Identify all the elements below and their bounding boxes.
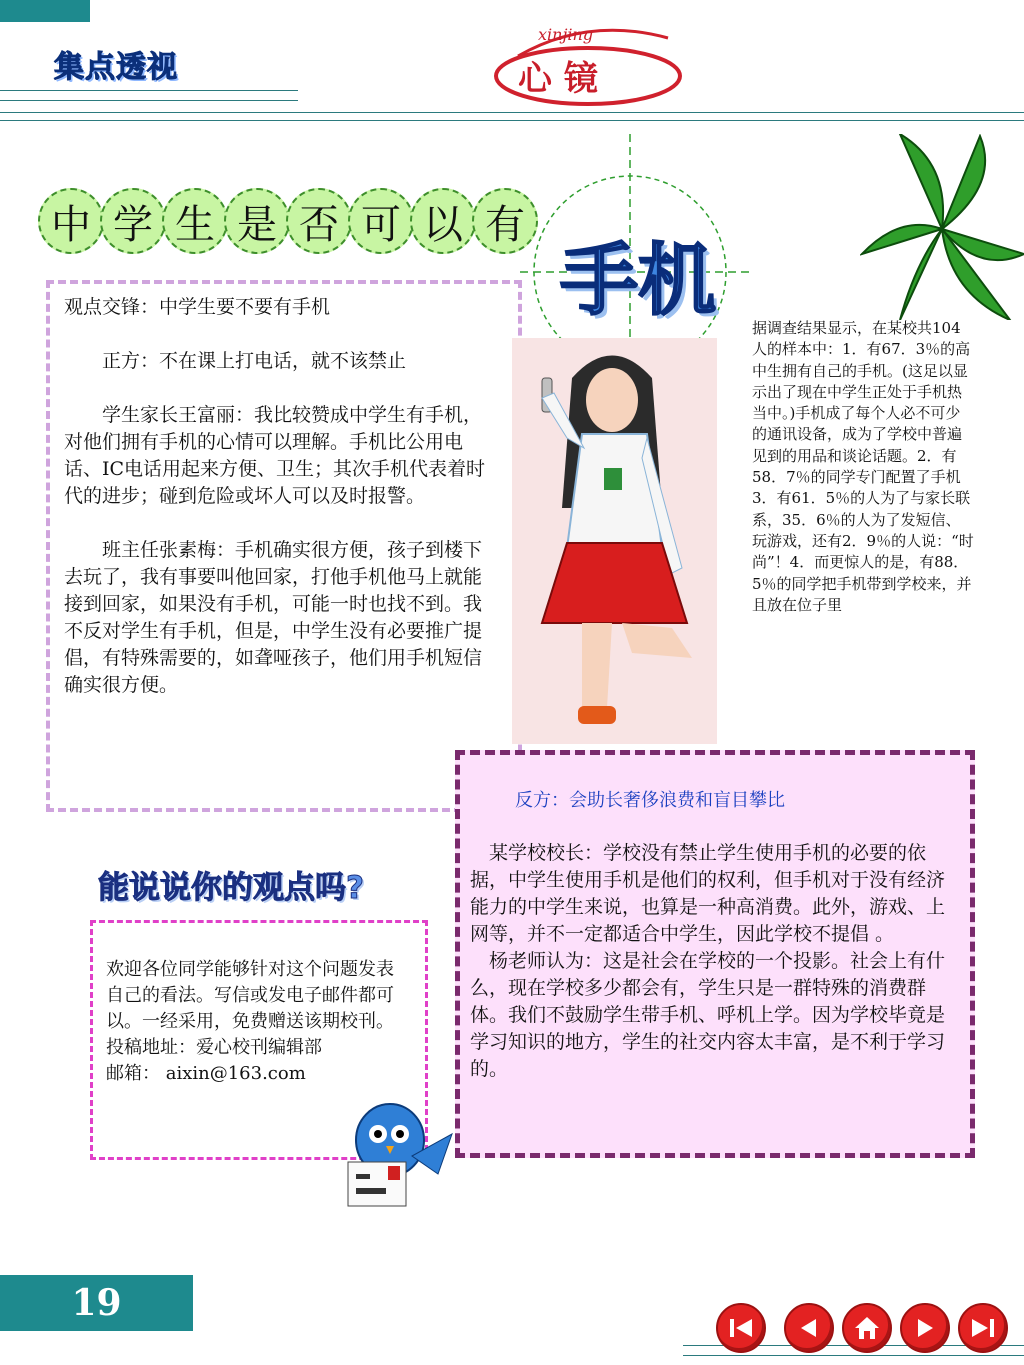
- con-text: [470, 840, 948, 1083]
- first-page-icon: [728, 1317, 754, 1339]
- submission-address: 投稿地址：爱心校刊编辑部: [106, 1037, 322, 1058]
- previous-icon: [798, 1317, 820, 1339]
- plant-decoration: [860, 134, 1024, 320]
- footer-rule: [683, 1355, 1024, 1356]
- header-rule: [0, 90, 298, 91]
- survey-stats: 据调查结果显示，在某校共104人的样本中：1．有67．3％的高中生拥有自己的手机。(这足以显示出了现在中学生正处于手机热当中。)手机成了每个人必不可少的通讯设备，成为了学校中普遍见到的用品和谈论话题。2．有58．7％的同学专门配置了手机 3．有61．5％的人为了与家长联系，35．6％的人为了发短信、玩游戏，还有2．9％的人说：“时尚”！4．而更惊人的是，有88．5％的同学把手机带到学校来，并且放在位子里: [752, 319, 974, 614]
- principal-view: 某学校校长：学校没有禁止学生使用手机的必要的依据，中学生使用手机是他们的权利，但手机对于没有经济能力的中学生来说，也算是一种高消费。此外，游戏、上网等，并不一定都适合中学生，因此学校不提倡 。: [470, 842, 946, 945]
- girl-illustration: [512, 338, 717, 744]
- pro-label: 正方：不在课上打电话，就不该禁止: [102, 350, 407, 372]
- opinion-text: [64, 294, 500, 699]
- homeroom-teacher-view: 班主任张素梅：手机确实很方便，孩子到楼下去玩了，我有事要叫他回家，打他手机他马上就能接到回家，如果没有手机，可能一时也找不到。我不反对学生有手机，但是，中学生没有必要推广提倡，有特殊需要的，如聋哑孩子，他们用手机短信确实很方便。: [64, 539, 483, 696]
- page-number: 19: [0, 1275, 193, 1331]
- bird-mail-illustration: [342, 1096, 454, 1208]
- home-icon: [854, 1315, 880, 1341]
- magazine-logo: [488, 18, 688, 110]
- first-page-button[interactable]: [716, 1303, 766, 1353]
- next-icon: [914, 1317, 936, 1339]
- title-emphasis: 手机: [560, 236, 717, 326]
- last-page-button[interactable]: [958, 1303, 1008, 1353]
- section-title: 集点透视: [54, 50, 178, 85]
- logo-main: 心 镜: [518, 59, 598, 99]
- title-char: 生: [162, 188, 228, 254]
- submission-body: 欢迎各位同学能够针对这个问题发表自己的看法。写信或发电子邮件都可以。一经采用，免费赠送该期校刊。: [106, 959, 394, 1032]
- submission-text: [106, 957, 408, 1087]
- title-char: 否: [286, 188, 352, 254]
- title-char: 以: [410, 188, 476, 254]
- last-page-icon: [970, 1317, 996, 1339]
- previous-page-button[interactable]: [784, 1303, 834, 1353]
- con-heading: 反方：会助长奢侈浪费和盲目攀比: [515, 790, 785, 811]
- submission-email: 邮箱： aixin@163.com: [106, 1063, 306, 1084]
- logo-pinyin: xinjing: [538, 25, 594, 44]
- teacher-yang-view: 杨老师认为：这是社会在学校的一个投影。社会上有什么，现在学校多少都会有，学生只是一群特殊的消费群体。我们不鼓励学生带手机、呼机上学。因为学校毕竟是学习知识的地方，学生的社交内容太丰富，是不利于学习的。: [470, 950, 946, 1080]
- header-tab: [0, 0, 90, 22]
- title-bubbles: [38, 188, 534, 254]
- opinion-heading: 观点交锋：中学生要不要有手机: [64, 296, 331, 318]
- title-char: 有: [472, 188, 538, 254]
- next-page-button[interactable]: [900, 1303, 950, 1353]
- title-char: 是: [224, 188, 290, 254]
- header-rule: [0, 120, 1024, 121]
- parent-view: 学生家长王富丽：我比较赞成中学生有手机，对他们拥有手机的心情可以理解。手机比公用电话、IC电话用起来方便、卫生；其次手机代表着时代的进步；碰到危险或坏人可以及时报警。: [64, 404, 486, 507]
- header-rule: [0, 112, 1024, 113]
- title-char: 中: [38, 188, 104, 254]
- home-button[interactable]: [842, 1303, 892, 1353]
- title-char: 可: [348, 188, 414, 254]
- title-char: 学: [100, 188, 166, 254]
- header-rule: [0, 100, 298, 101]
- question-title: 能说说你的观点吗?: [98, 870, 364, 906]
